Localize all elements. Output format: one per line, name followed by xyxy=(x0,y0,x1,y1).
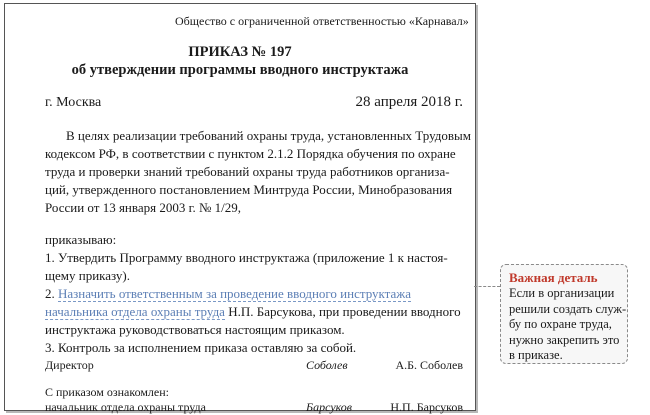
organization-name: Общество с ограниченной ответственностью «Карнавал» xyxy=(175,14,469,28)
item-1-line-1: 1. Утвердить Программу вводного инструктажа (приложение 1 к настоя- xyxy=(45,250,448,265)
note-line-5: в приказе. xyxy=(509,348,563,362)
body-line-1: В целях реализации требований охраны труда, установленных Трудовым xyxy=(66,128,471,143)
body-line-3: труда и проверки знаний требований охраны труда работников организа- xyxy=(45,164,450,179)
order-date: 28 апреля 2018 г. xyxy=(355,94,463,110)
order-title: ПРИКАЗ № 197 xyxy=(188,44,292,60)
body-line-5: России от 13 января 2003 г. № 1/29, xyxy=(45,200,241,215)
item-2-highlight-2: начальника отдела охраны труда xyxy=(45,304,225,319)
item-2-line-1 xyxy=(45,285,411,303)
body-line-4: ций, утвержденного постановлением Минтруда России, Минобразования xyxy=(45,182,453,197)
item-1-line-2: щему приказу). xyxy=(45,268,131,283)
item-2-prefix: 2. xyxy=(45,286,58,301)
signature-sign: Соболев xyxy=(306,358,348,372)
important-note xyxy=(500,264,628,364)
callout-connector xyxy=(474,286,500,287)
familiarized-heading: С приказом ознакомлен: xyxy=(45,385,170,399)
familiarized-sign: Барсуков xyxy=(306,400,353,414)
note-line-3: бу по охране труда, xyxy=(509,317,612,331)
note-line-2: решили создать служ- xyxy=(509,301,627,316)
note-line-1: Если в организации xyxy=(509,286,615,300)
signature-name: А.Б. Соболев xyxy=(395,358,463,372)
item-2-highlight-1: Назначить ответственным за проведение вводного инструктажа xyxy=(58,286,412,301)
order-subtitle: об утверждении программы вводного инструктажа xyxy=(71,62,409,78)
order-document xyxy=(4,3,476,414)
order-city: г. Москва xyxy=(45,95,102,110)
item-2-line-3: инструктажа руководствоваться настоящим приказом. xyxy=(45,322,345,337)
signature-role: Директор xyxy=(45,358,94,372)
body-line-2: кодексом РФ, в соответствии с пунктом 2.1.2 Порядка обучения по охране xyxy=(45,146,456,161)
familiarized-name: Н.П. Барсуков xyxy=(390,400,463,414)
order-word: приказываю: xyxy=(45,232,117,247)
item-2-line-2 xyxy=(45,303,461,321)
familiarized-role: начальник отдела охраны труда xyxy=(45,400,206,414)
note-title: Важная деталь xyxy=(509,270,598,285)
note-line-4: нужно закрепить это xyxy=(509,332,620,347)
item-3: 3. Контроль за исполнением приказа оставляю за собой. xyxy=(45,340,357,355)
item-2-rest: Н.П. Барсукова, при проведении вводного xyxy=(224,304,461,319)
